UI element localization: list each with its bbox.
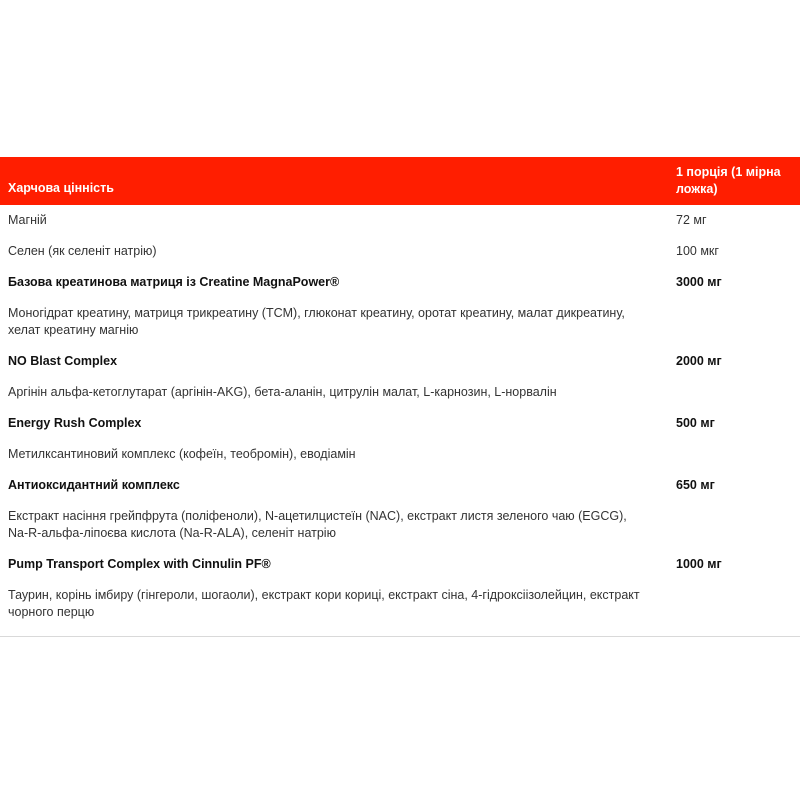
ingredient-amount: 1000 мг: [676, 557, 722, 571]
table-row: [0, 439, 800, 470]
ingredient-amount: [670, 508, 800, 542]
ingredient-amount: 650 мг: [676, 478, 715, 492]
ingredient-name: Метилксантиновий комплекс (кофеїн, теобромін), еводіамін: [8, 447, 356, 461]
table-row: [0, 501, 800, 549]
nutrition-table: [0, 157, 800, 637]
ingredient-amount: [670, 384, 800, 401]
ingredient-name: Моногідрат креатину, матриця трикреатину (TCM), глюконат креатину, оротат креатину, малат дикреатину, хелат креатину магнію: [8, 306, 625, 337]
ingredient-name: Антиоксидантний комплекс: [8, 478, 180, 492]
table-row-complex: [0, 549, 800, 580]
header-name-cell: Харчова цінність: [8, 181, 114, 195]
ingredient-amount: [670, 446, 800, 463]
table-row-complex: [0, 267, 800, 298]
ingredient-amount: 2000 мг: [676, 354, 722, 368]
ingredient-name: NO Blast Complex: [8, 354, 118, 368]
ingredient-name: Екстракт насіння грейпфрута (поліфеноли), N-ацетилцистеїн (NAC), екстракт листя зеленого чаю (EGCG), Na-R-альфа-ліпоєва кислота (Na-R-ALA), селеніт натрію: [8, 509, 627, 540]
ingredient-amount: 72 мг: [676, 213, 707, 227]
table-row: [0, 298, 800, 346]
ingredient-name: Магній: [8, 213, 47, 227]
ingredient-name: Pump Transport Complex with Cinnulin PF®: [8, 557, 271, 571]
table-row-complex: [0, 408, 800, 439]
ingredient-amount: [670, 587, 800, 621]
table-body: [0, 205, 800, 628]
table-row: [0, 377, 800, 408]
table-row-complex: [0, 346, 800, 377]
ingredient-name: Аргінін альфа-кетоглутарат (аргінін-AKG), бета-аланін, цитрулін малат, L-карнозин, L-норвалін: [8, 385, 557, 399]
ingredient-amount: 100 мкг: [676, 244, 719, 258]
header-serving-cell: 1 порція (1 мірна ложка): [676, 165, 781, 196]
ingredient-amount: [670, 305, 800, 339]
table-row-complex: [0, 470, 800, 501]
table-row: [0, 580, 800, 628]
ingredient-amount: 3000 мг: [676, 275, 722, 289]
ingredient-name: Energy Rush Complex: [8, 416, 142, 430]
table-row: [0, 205, 800, 236]
ingredient-name: Таурин, корінь імбиру (гінгероли, шогаоли), екстракт кори кориці, екстракт сіна, 4-гідроксіізолейцин, екстракт чорного перцю: [8, 588, 640, 619]
table-header: [0, 157, 800, 205]
ingredient-amount: 500 мг: [676, 416, 715, 430]
table-row: [0, 236, 800, 267]
ingredient-name: Базова креатинова матриця із Creatine MagnaPower®: [8, 275, 340, 289]
ingredient-name: Селен (як селеніт натрію): [8, 244, 157, 258]
